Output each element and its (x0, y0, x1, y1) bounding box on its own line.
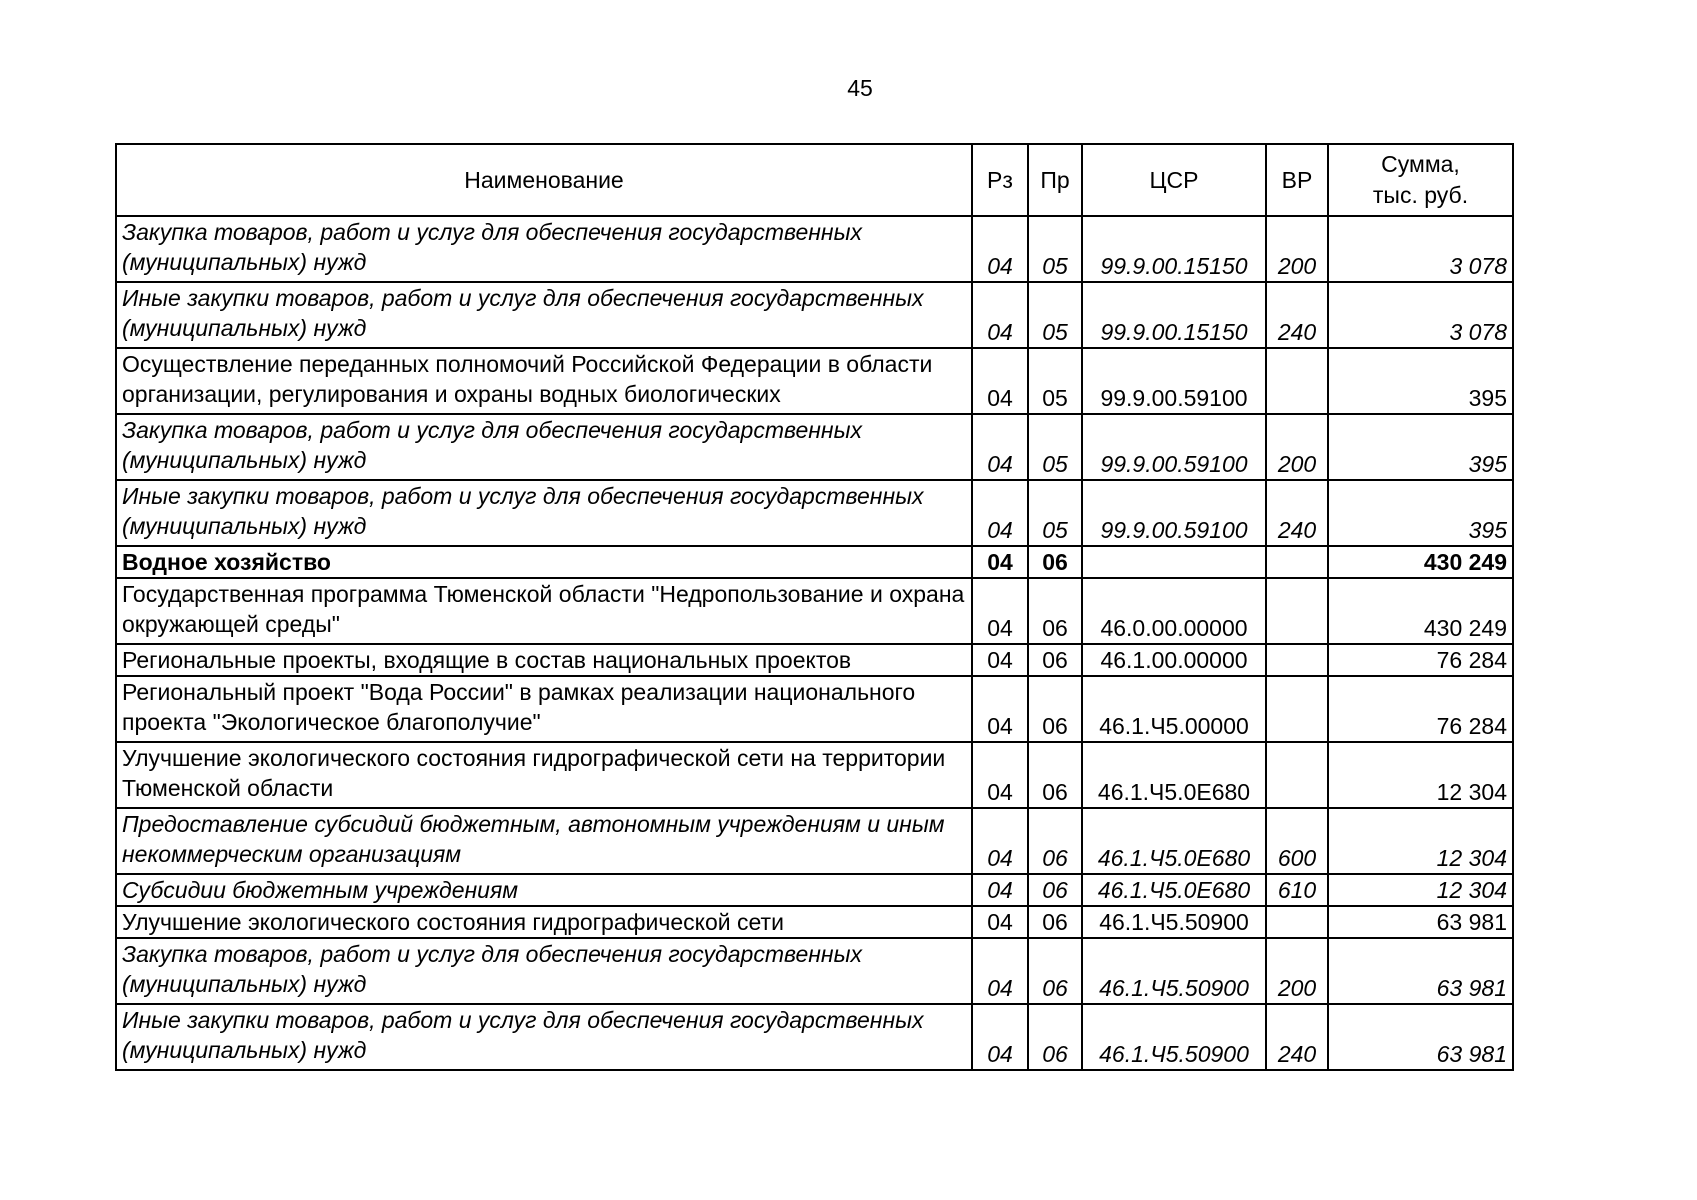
row-rz-cell: 04 (972, 906, 1028, 938)
row-pr-cell: 06 (1028, 742, 1082, 808)
row-name-cell: Субсидии бюджетным учреждениям (116, 874, 972, 906)
row-pr-cell: 05 (1028, 414, 1082, 480)
header-name: Наименование (116, 144, 972, 216)
row-sum-cell: 63 981 (1328, 938, 1513, 1004)
row-sum-cell: 76 284 (1328, 644, 1513, 676)
row-name-cell: Предоставление субсидий бюджетным, автономным учреждениям и иным некоммерческим организациям (116, 808, 972, 874)
header-pr: Пр (1028, 144, 1082, 216)
row-sum-cell: 395 (1328, 414, 1513, 480)
table-row (116, 808, 1513, 874)
row-rz-cell: 04 (972, 282, 1028, 348)
table-row (116, 216, 1513, 282)
row-name-cell: Иные закупки товаров, работ и услуг для обеспечения государственных (муниципальных) нужд (116, 282, 972, 348)
row-name-cell: Осуществление переданных полномочий Российской Федерации в области организации, регулирования и охраны водных биологических (116, 348, 972, 414)
row-csr-cell: 99.9.00.59100 (1082, 480, 1266, 546)
row-name-cell: Улучшение экологического состояния гидрографической сети на территории Тюменской области (116, 742, 972, 808)
row-pr-cell: 06 (1028, 676, 1082, 742)
row-name-cell: Закупка товаров, работ и услуг для обеспечения государственных (муниципальных) нужд (116, 216, 972, 282)
row-sum-cell: 12 304 (1328, 808, 1513, 874)
row-vr-cell: 240 (1266, 282, 1328, 348)
row-vr-cell (1266, 644, 1328, 676)
row-rz-cell: 04 (972, 414, 1028, 480)
row-pr-cell: 06 (1028, 1004, 1082, 1070)
row-rz-cell: 04 (972, 578, 1028, 644)
row-rz-cell: 04 (972, 1004, 1028, 1070)
row-rz-cell: 04 (972, 938, 1028, 1004)
row-pr-cell: 06 (1028, 938, 1082, 1004)
header-sum-line2: тыс. руб. (1372, 182, 1469, 208)
header-sum (1328, 144, 1513, 216)
row-name-cell: Региональные проекты, входящие в состав национальных проектов (116, 644, 972, 676)
row-sum-cell: 395 (1328, 348, 1513, 414)
table-row (116, 874, 1513, 906)
row-name-cell: Закупка товаров, работ и услуг для обеспечения государственных (муниципальных) нужд (116, 938, 972, 1004)
row-csr-cell: 46.1.Ч5.50900 (1082, 938, 1266, 1004)
row-vr-cell (1266, 742, 1328, 808)
row-pr-cell: 06 (1028, 906, 1082, 938)
row-vr-cell (1266, 546, 1328, 578)
row-vr-cell: 240 (1266, 480, 1328, 546)
row-csr-cell: 99.9.00.59100 (1082, 348, 1266, 414)
row-rz-cell: 04 (972, 546, 1028, 578)
row-pr-cell: 05 (1028, 348, 1082, 414)
row-vr-cell: 200 (1266, 938, 1328, 1004)
row-pr-cell: 05 (1028, 282, 1082, 348)
row-sum-cell: 63 981 (1328, 906, 1513, 938)
table-row (116, 938, 1513, 1004)
row-sum-cell: 3 078 (1328, 216, 1513, 282)
row-pr-cell: 06 (1028, 644, 1082, 676)
row-rz-cell: 04 (972, 644, 1028, 676)
row-sum-cell: 76 284 (1328, 676, 1513, 742)
table-row (116, 348, 1513, 414)
row-rz-cell: 04 (972, 480, 1028, 546)
header-vr: ВР (1266, 144, 1328, 216)
table-row (116, 676, 1513, 742)
row-csr-cell (1082, 546, 1266, 578)
row-name-cell: Иные закупки товаров, работ и услуг для обеспечения государственных (муниципальных) нужд (116, 1004, 972, 1070)
row-pr-cell: 06 (1028, 874, 1082, 906)
row-vr-cell (1266, 578, 1328, 644)
row-pr-cell: 06 (1028, 546, 1082, 578)
row-name-cell: Государственная программа Тюменской области "Недропользование и охрана окружающей среды" (116, 578, 972, 644)
row-name-cell: Иные закупки товаров, работ и услуг для обеспечения государственных (муниципальных) нужд (116, 480, 972, 546)
row-vr-cell (1266, 676, 1328, 742)
row-rz-cell: 04 (972, 874, 1028, 906)
header-csr: ЦСР (1082, 144, 1266, 216)
row-csr-cell: 46.1.Ч5.50900 (1082, 1004, 1266, 1070)
row-csr-cell: 46.1.Ч5.50900 (1082, 906, 1266, 938)
row-csr-cell: 46.0.00.00000 (1082, 578, 1266, 644)
row-pr-cell: 05 (1028, 216, 1082, 282)
row-name-cell: Улучшение экологического состояния гидрографической сети (116, 906, 972, 938)
row-vr-cell: 200 (1266, 216, 1328, 282)
row-vr-cell: 610 (1266, 874, 1328, 906)
table-row (116, 906, 1513, 938)
row-sum-cell: 3 078 (1328, 282, 1513, 348)
row-name-cell: Закупка товаров, работ и услуг для обеспечения государственных (муниципальных) нужд (116, 414, 972, 480)
row-csr-cell: 46.1.00.00000 (1082, 644, 1266, 676)
row-rz-cell: 04 (972, 216, 1028, 282)
row-sum-cell: 395 (1328, 480, 1513, 546)
row-rz-cell: 04 (972, 676, 1028, 742)
row-vr-cell: 200 (1266, 414, 1328, 480)
row-vr-cell (1266, 906, 1328, 938)
table-row (116, 578, 1513, 644)
row-vr-cell: 240 (1266, 1004, 1328, 1070)
row-vr-cell (1266, 348, 1328, 414)
header-sum-line1: Сумма, (1381, 151, 1460, 177)
row-csr-cell: 46.1.Ч5.0Е680 (1082, 874, 1266, 906)
table-row (116, 480, 1513, 546)
row-sum-cell: 12 304 (1328, 874, 1513, 906)
row-name-cell: Региональный проект "Вода России" в рамках реализации национального проекта "Экологическое благополучие" (116, 676, 972, 742)
row-csr-cell: 46.1.Ч5.00000 (1082, 676, 1266, 742)
row-csr-cell: 46.1.Ч5.0Е680 (1082, 742, 1266, 808)
row-csr-cell: 99.9.00.15150 (1082, 216, 1266, 282)
row-rz-cell: 04 (972, 808, 1028, 874)
row-sum-cell: 430 249 (1328, 578, 1513, 644)
row-sum-cell: 12 304 (1328, 742, 1513, 808)
row-sum-cell: 430 249 (1328, 546, 1513, 578)
row-pr-cell: 06 (1028, 808, 1082, 874)
table-body (116, 216, 1513, 1070)
row-name-cell: Водное хозяйство (116, 546, 972, 578)
table-row (116, 1004, 1513, 1070)
row-csr-cell: 99.9.00.59100 (1082, 414, 1266, 480)
row-rz-cell: 04 (972, 348, 1028, 414)
row-sum-cell: 63 981 (1328, 1004, 1513, 1070)
budget-table (115, 143, 1514, 1071)
table-row (116, 644, 1513, 676)
row-csr-cell: 99.9.00.15150 (1082, 282, 1266, 348)
row-vr-cell: 600 (1266, 808, 1328, 874)
row-csr-cell: 46.1.Ч5.0Е680 (1082, 808, 1266, 874)
header-rz: Рз (972, 144, 1028, 216)
table-row (116, 742, 1513, 808)
row-pr-cell: 05 (1028, 480, 1082, 546)
table-header-row (116, 144, 1513, 216)
row-pr-cell: 06 (1028, 578, 1082, 644)
table-row (116, 282, 1513, 348)
table-row (116, 546, 1513, 578)
table-row (116, 414, 1513, 480)
row-rz-cell: 04 (972, 742, 1028, 808)
page-number: 45 (847, 75, 873, 101)
